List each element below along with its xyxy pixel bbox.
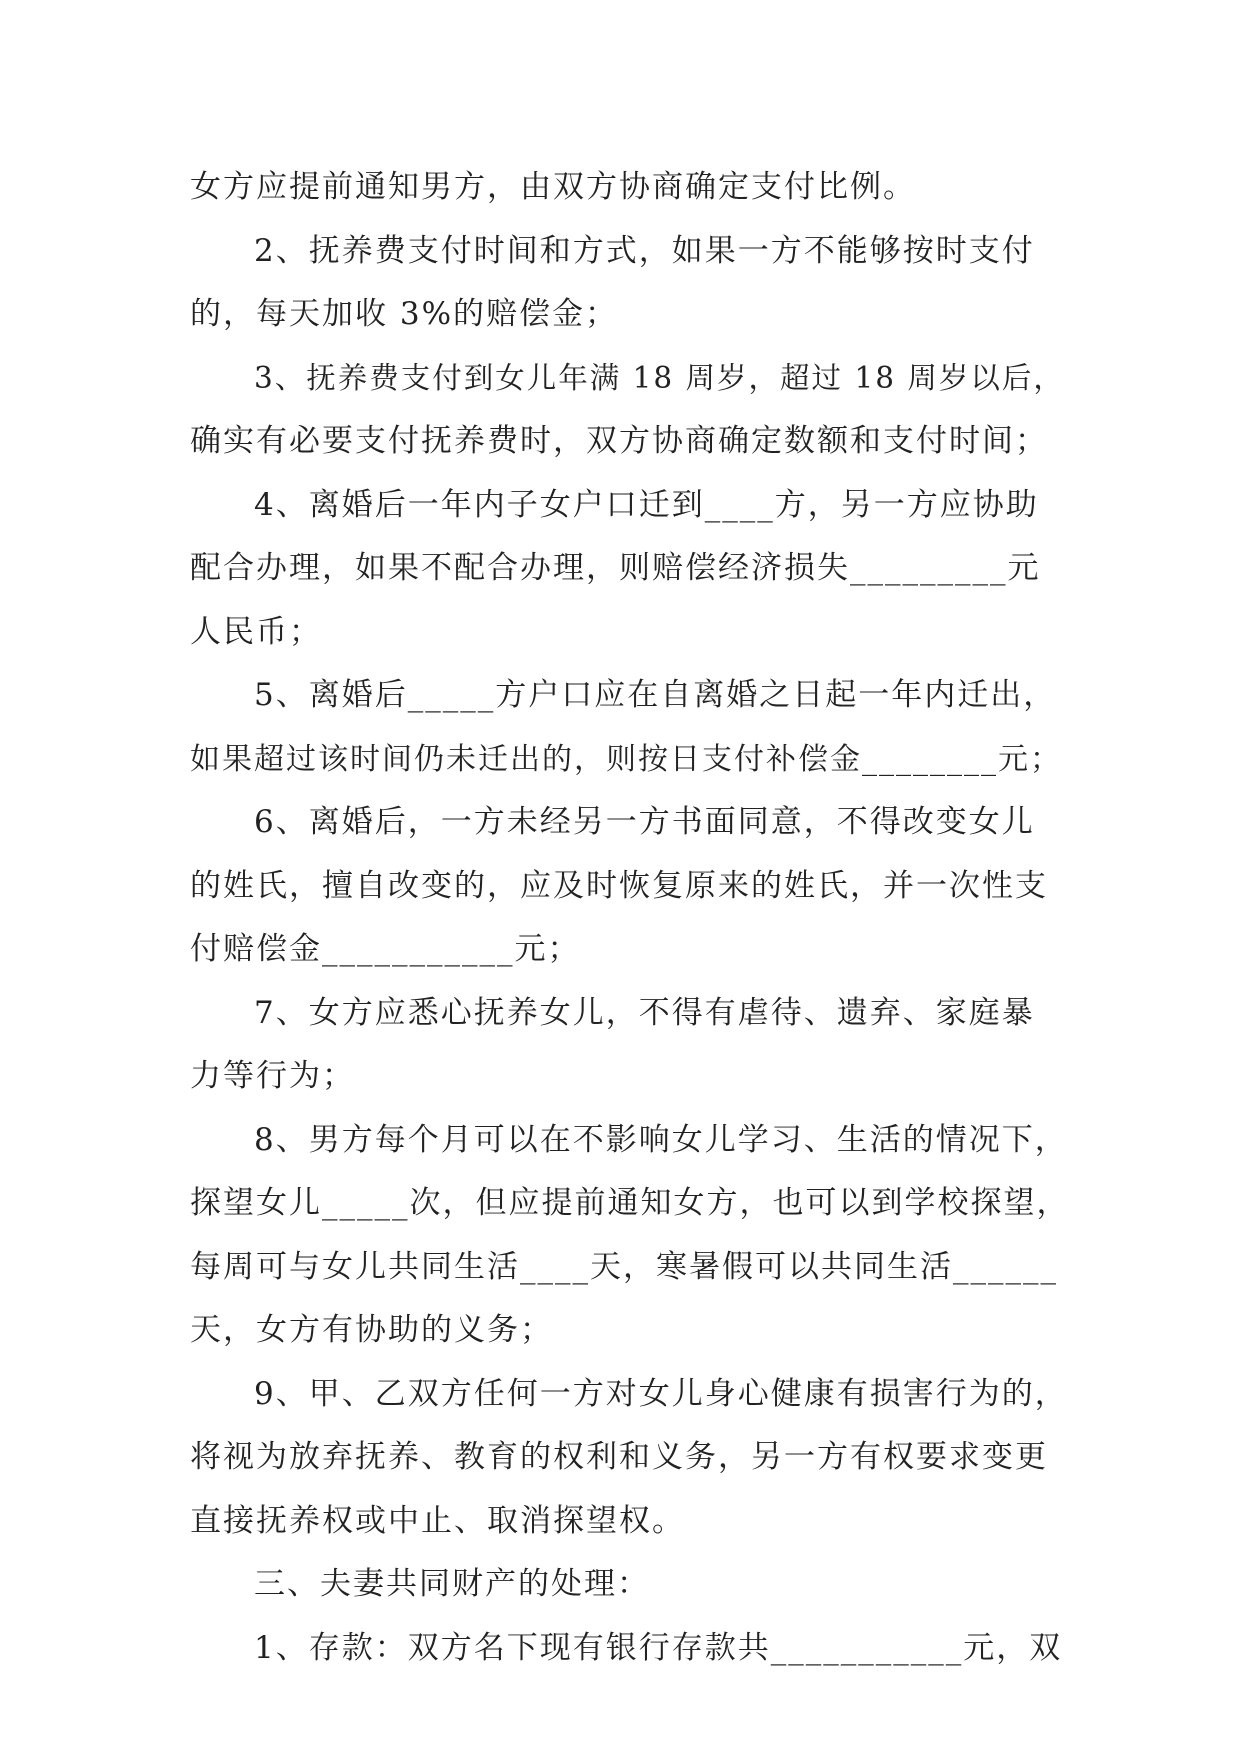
document-line: 6、离婚后，一方未经另一方书面同意，不得改变女儿 [254, 804, 1035, 840]
document-line: 5、离婚后_____方户口应在自离婚之日起一年内迁出， [254, 677, 1057, 713]
document-body [190, 156, 1070, 1680]
document-line: 力等行为； [190, 1058, 355, 1094]
document-line: 的姓氏，擅自改变的，应及时恢复原来的姓氏，并一次性支 [190, 867, 1048, 904]
document-line: 人民币； [190, 613, 322, 650]
document-line: 付赔偿金___________元； [190, 931, 581, 967]
document-line: 直接抚养权或中止、取消探望权。 [190, 1502, 685, 1539]
document-line: 女方应提前通知男方，由双方协商确定支付比例。 [190, 169, 916, 205]
document-line: 天，女方有协助的义务； [190, 1312, 553, 1348]
document-line: 3、抚养费支付到女儿年满 18 周岁，超过 18 周岁以后， [254, 360, 1065, 395]
document-line: 确实有必要支付抚养费时，双方协商确定数额和支付时间； [190, 423, 1048, 459]
document-line: 2、抚养费支付时间和方式，如果一方不能够按时支付 [254, 232, 1035, 269]
document-line: 8、男方每个月可以在不影响女儿学习、生活的情况下， [254, 1121, 1068, 1158]
document-line: 每周可与女儿共同生活____天，寒暑假可以共同生活______ [190, 1248, 1058, 1285]
document-line: 如果超过该时间仍未迁出的，则按日支付补偿金________元； [190, 741, 1062, 777]
document-line: 的，每天加收 3%的赔偿金； [190, 296, 619, 332]
document-line: 7、女方应悉心抚养女儿，不得有虐待、遗弃、家庭暴 [254, 994, 1035, 1031]
document-line: 将视为放弃抚养、教育的权利和义务，另一方有权要求变更 [190, 1439, 1048, 1475]
document-line: 1、存款：双方名下现有银行存款共___________元，双 [254, 1629, 1063, 1666]
document-line: 探望女儿_____次，但应提前通知女方，也可以到学校探望， [190, 1185, 1070, 1221]
document-line: 配合办理，如果不配合办理，则赔偿经济损失_________元 [190, 550, 1041, 586]
document-line: 9、甲、乙双方任何一方对女儿身心健康有损害行为的， [254, 1375, 1068, 1412]
document-line: 三、夫妻共同财产的处理： [254, 1566, 650, 1602]
document-line: 4、离婚后一年内子女户口迁到____方，另一方应协助 [254, 486, 1039, 523]
